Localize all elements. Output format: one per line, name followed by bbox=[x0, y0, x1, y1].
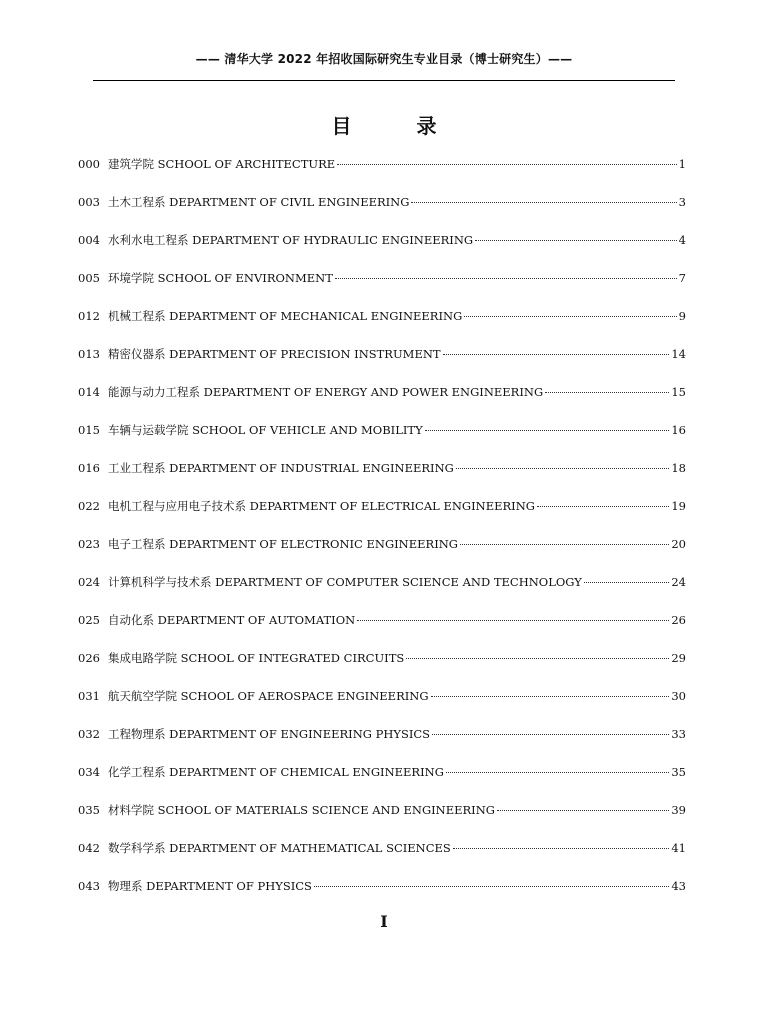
dot-leader bbox=[475, 239, 677, 241]
toc-entry[interactable] bbox=[78, 840, 686, 878]
toc-entry-page: 1 bbox=[678, 157, 686, 171]
toc-entry-code: 043 bbox=[78, 879, 100, 893]
toc-entry-code: 022 bbox=[78, 499, 100, 513]
dot-leader bbox=[537, 505, 669, 507]
dot-leader bbox=[425, 429, 670, 431]
header-divider bbox=[93, 80, 675, 81]
dot-leader bbox=[453, 847, 670, 849]
toc-entry-code: 042 bbox=[78, 841, 100, 855]
table-of-contents bbox=[78, 156, 686, 916]
toc-entry-page: 35 bbox=[671, 765, 686, 779]
toc-entry-page: 9 bbox=[678, 309, 686, 323]
dot-leader bbox=[337, 163, 677, 165]
toc-entry[interactable] bbox=[78, 194, 686, 232]
toc-entry-code: 003 bbox=[78, 195, 100, 209]
toc-entry-page: 14 bbox=[671, 347, 686, 361]
toc-entry-page: 15 bbox=[671, 385, 686, 399]
toc-entry-label: 能源与动力工程系 DEPARTMENT OF ENERGY AND POWER ENGINEERING bbox=[107, 385, 544, 399]
toc-entry-page: 24 bbox=[671, 575, 686, 589]
toc-entry[interactable] bbox=[78, 460, 686, 498]
toc-entry-code: 015 bbox=[78, 423, 100, 437]
toc-entry-code: 035 bbox=[78, 803, 100, 817]
toc-entry-label: 计算机科学与技术系 DEPARTMENT OF COMPUTER SCIENCE AND TECHNOLOGY bbox=[107, 575, 582, 589]
toc-entry[interactable] bbox=[78, 422, 686, 460]
toc-entry-code: 031 bbox=[78, 689, 100, 703]
dot-leader bbox=[432, 733, 669, 735]
toc-entry-code: 004 bbox=[78, 233, 100, 247]
toc-entry[interactable] bbox=[78, 726, 686, 764]
toc-entry-page: 20 bbox=[671, 537, 686, 551]
dot-leader bbox=[460, 543, 669, 545]
dot-leader bbox=[584, 581, 669, 583]
toc-entry-page: 3 bbox=[678, 195, 686, 209]
dot-leader bbox=[443, 353, 670, 355]
dot-leader bbox=[497, 809, 669, 811]
toc-entry-page: 33 bbox=[671, 727, 686, 741]
toc-entry-page: 43 bbox=[671, 879, 686, 893]
toc-entry-page: 29 bbox=[671, 651, 686, 665]
toc-entry-label: 自动化系 DEPARTMENT OF AUTOMATION bbox=[107, 613, 356, 627]
toc-entry-label: 土木工程系 DEPARTMENT OF CIVIL ENGINEERING bbox=[107, 195, 410, 209]
toc-entry-code: 024 bbox=[78, 575, 100, 589]
toc-entry-page: 30 bbox=[671, 689, 686, 703]
toc-entry[interactable] bbox=[78, 346, 686, 384]
toc-entry[interactable] bbox=[78, 498, 686, 536]
toc-entry-label: 化学工程系 DEPARTMENT OF CHEMICAL ENGINEERING bbox=[107, 765, 444, 779]
dot-leader bbox=[446, 771, 669, 773]
toc-entry-label: 机械工程系 DEPARTMENT OF MECHANICAL ENGINEERING bbox=[107, 309, 463, 323]
toc-entry[interactable] bbox=[78, 270, 686, 308]
toc-entry-label: 电子工程系 DEPARTMENT OF ELECTRONIC ENGINEERING bbox=[107, 537, 458, 551]
toc-entry[interactable] bbox=[78, 156, 686, 194]
dot-leader bbox=[406, 657, 669, 659]
toc-entry-label: 精密仪器系 DEPARTMENT OF PRECISION INSTRUMENT bbox=[107, 347, 441, 361]
toc-entry-code: 000 bbox=[78, 157, 100, 171]
toc-entry-label: 数学科学系 DEPARTMENT OF MATHEMATICAL SCIENCES bbox=[107, 841, 451, 855]
toc-entry-page: 4 bbox=[678, 233, 686, 247]
toc-entry[interactable] bbox=[78, 688, 686, 726]
toc-entry-page: 7 bbox=[678, 271, 686, 285]
toc-entry[interactable] bbox=[78, 308, 686, 346]
toc-entry-code: 023 bbox=[78, 537, 100, 551]
toc-entry-page: 16 bbox=[671, 423, 686, 437]
dot-leader bbox=[335, 277, 677, 279]
toc-entry[interactable] bbox=[78, 764, 686, 802]
toc-entry-page: 19 bbox=[671, 499, 686, 513]
page-number: I bbox=[380, 912, 388, 931]
toc-entry-code: 013 bbox=[78, 347, 100, 361]
running-header: —— 清华大学 2022 年招收国际研究生专业目录（博士研究生）—— bbox=[195, 52, 573, 66]
toc-entry[interactable] bbox=[78, 574, 686, 612]
toc-entry-code: 005 bbox=[78, 271, 100, 285]
dot-leader bbox=[314, 885, 669, 887]
toc-title: 目 录 bbox=[331, 114, 437, 138]
dot-leader bbox=[545, 391, 669, 393]
toc-entry[interactable] bbox=[78, 650, 686, 688]
toc-entry[interactable] bbox=[78, 878, 686, 916]
toc-entry-label: 工程物理系 DEPARTMENT OF ENGINEERING PHYSICS bbox=[107, 727, 431, 741]
toc-entry-code: 026 bbox=[78, 651, 100, 665]
toc-entry-label: 集成电路学院 SCHOOL OF INTEGRATED CIRCUITS bbox=[107, 651, 405, 665]
dot-leader bbox=[357, 619, 669, 621]
toc-entry-label: 车辆与运载学院 SCHOOL OF VEHICLE AND MOBILITY bbox=[107, 423, 423, 437]
toc-entry-label: 工业工程系 DEPARTMENT OF INDUSTRIAL ENGINEERING bbox=[107, 461, 454, 475]
toc-entry-code: 012 bbox=[78, 309, 100, 323]
toc-entry-label: 水利水电工程系 DEPARTMENT OF HYDRAULIC ENGINEERING bbox=[107, 233, 474, 247]
toc-entry-page: 18 bbox=[671, 461, 686, 475]
toc-entry-label: 材料学院 SCHOOL OF MATERIALS SCIENCE AND ENGINEERING bbox=[107, 803, 495, 817]
dot-leader bbox=[431, 695, 670, 697]
toc-entry-page: 39 bbox=[671, 803, 686, 817]
toc-entry-page: 41 bbox=[671, 841, 686, 855]
toc-entry-label: 航天航空学院 SCHOOL OF AEROSPACE ENGINEERING bbox=[107, 689, 429, 703]
toc-entry[interactable] bbox=[78, 802, 686, 840]
toc-entry-label: 电机工程与应用电子技术系 DEPARTMENT OF ELECTRICAL ENGINEERING bbox=[107, 499, 535, 513]
toc-entry-code: 032 bbox=[78, 727, 100, 741]
dot-leader bbox=[456, 467, 670, 469]
toc-entry-code: 034 bbox=[78, 765, 100, 779]
toc-entry[interactable] bbox=[78, 536, 686, 574]
toc-entry-code: 016 bbox=[78, 461, 100, 475]
dot-leader bbox=[411, 201, 676, 203]
dot-leader bbox=[464, 315, 676, 317]
toc-entry[interactable] bbox=[78, 384, 686, 422]
toc-entry-label: 物理系 DEPARTMENT OF PHYSICS bbox=[107, 879, 312, 893]
toc-entry-label: 环境学院 SCHOOL OF ENVIRONMENT bbox=[107, 271, 333, 285]
toc-entry-label: 建筑学院 SCHOOL OF ARCHITECTURE bbox=[107, 157, 336, 171]
toc-entry-page: 26 bbox=[671, 613, 686, 627]
toc-entry[interactable] bbox=[78, 232, 686, 270]
toc-entry[interactable] bbox=[78, 612, 686, 650]
toc-entry-code: 025 bbox=[78, 613, 100, 627]
toc-entry-code: 014 bbox=[78, 385, 100, 399]
